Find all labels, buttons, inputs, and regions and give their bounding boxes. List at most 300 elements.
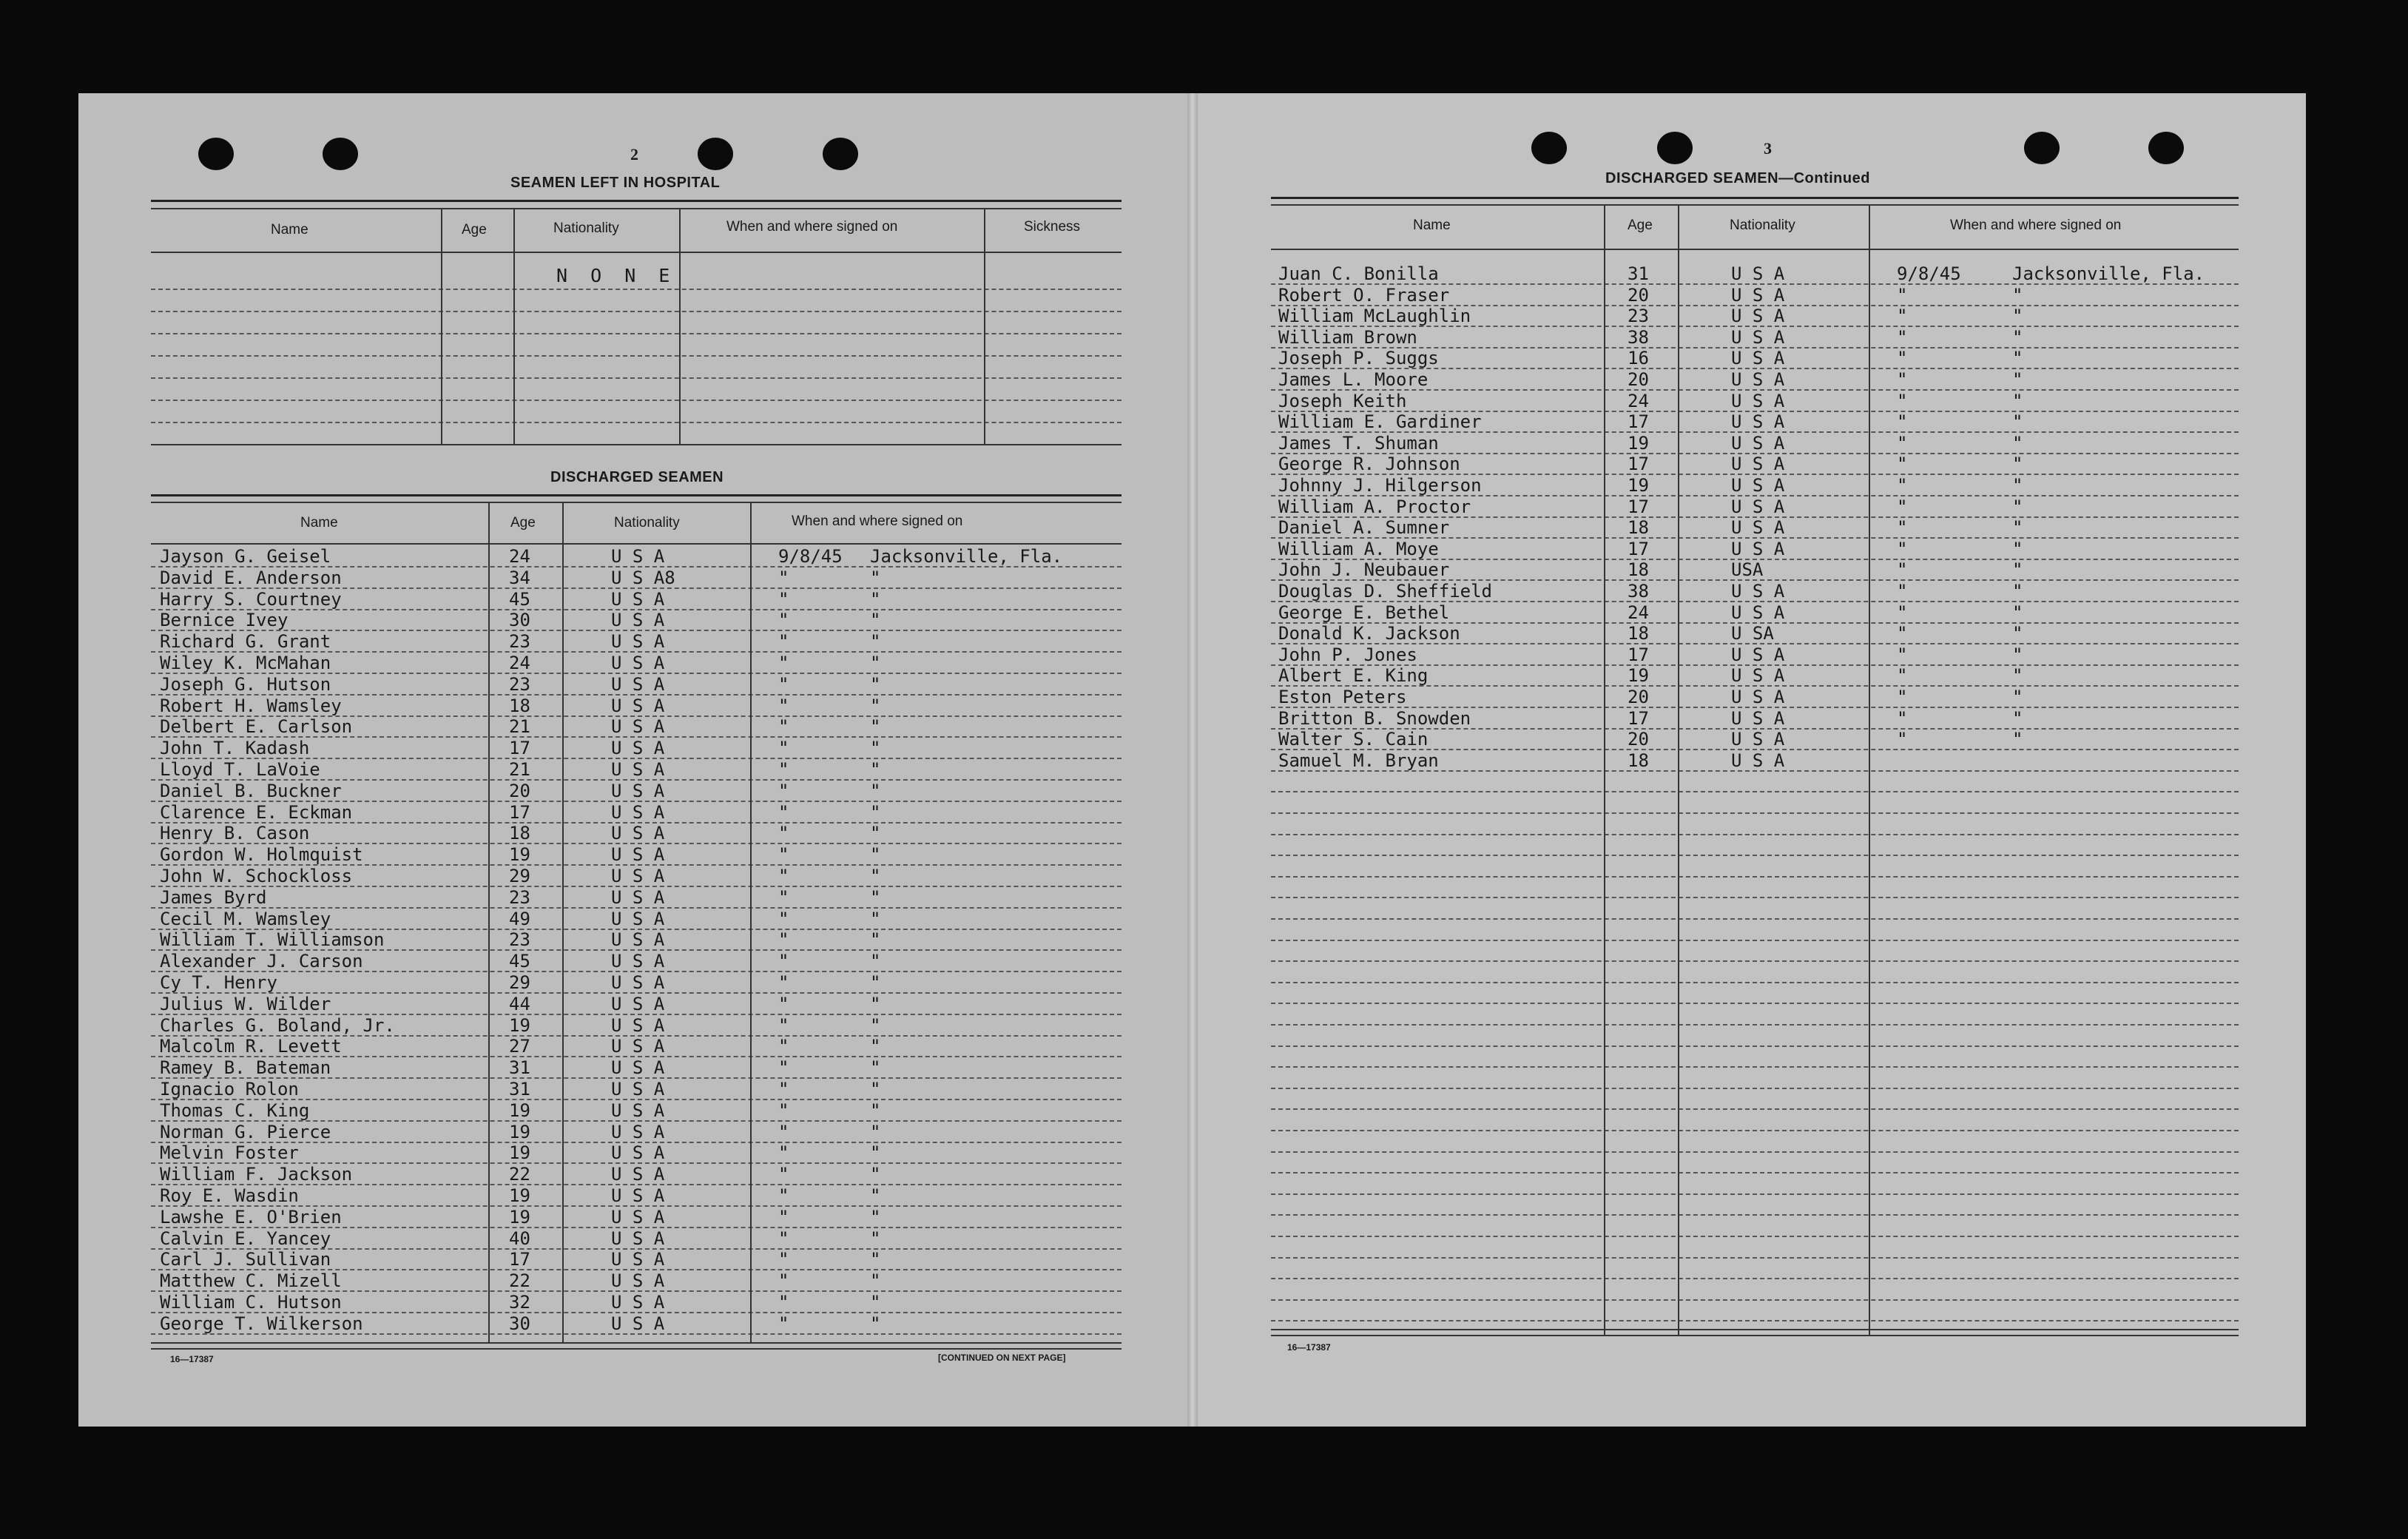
seaman-nationality: U S A [611,866,665,886]
seaman-nationality: U S A [1731,750,1785,771]
ruled-line [1271,1214,2239,1216]
seaman-name: David E. Anderson [160,567,342,588]
seaman-age: 20 [1628,284,1649,306]
punch-hole [323,138,358,170]
seaman-name: Delbert E. Carlson [160,716,353,738]
signed-on-date: " [1897,602,1908,623]
signed-on-date: " [1897,623,1908,644]
seaman-name: James T. Shuman [1278,432,1439,454]
seaman-age: 20 [1628,687,1649,707]
signed-on-date: " [778,1249,789,1270]
hospital-header-name: Name [271,222,308,238]
seaman-name: James L. Moore [1278,369,1429,390]
continued-note: [CONTINUED ON NEXT PAGE] [938,1353,1066,1363]
seaman-age: 23 [509,673,530,695]
seaman-name: George E. Bethel [1278,602,1450,623]
seaman-name: John W. Schockloss [160,866,353,886]
signed-on-place: " [2012,517,2023,539]
seaman-nationality: U S A [1731,369,1785,390]
signed-on-date: " [778,844,789,866]
seaman-name: William E. Gardiner [1278,411,1482,433]
signed-on-place: " [2012,687,2023,707]
seaman-age: 30 [509,610,530,631]
ruled-line [1271,368,2239,369]
ruled-line [1271,728,2239,730]
seaman-nationality: U S A [611,1185,665,1206]
signed-on-date: " [1897,432,1908,454]
signed-on-place: " [870,716,881,738]
seaman-age: 19 [1628,665,1649,687]
signed-on-date: " [778,823,789,844]
signed-on-place: " [2012,559,2023,581]
signed-on-date: " [1897,475,1908,496]
signed-on-place: " [870,801,881,823]
rule [151,1342,1122,1344]
discharged-continued-title: DISCHARGED SEAMEN—Continued [1605,170,1870,186]
hospital-header-nationality: Nationality [553,220,619,236]
seaman-name: Bernice Ivey [160,610,289,631]
signed-on-date: " [778,738,789,759]
seaman-age: 17 [1628,707,1649,729]
seaman-name: James Byrd [160,886,267,908]
seaman-nationality: U S A [1731,263,1785,284]
signed-on-date: " [778,929,789,951]
seaman-age: 20 [509,780,530,801]
ruled-line [151,1333,1122,1335]
ruled-line [1271,940,2239,941]
signed-on-place: " [870,1142,881,1164]
rule [151,252,1122,253]
seaman-age: 34 [509,567,530,588]
seaman-age: 20 [1628,729,1649,750]
seaman-nationality: U S A [611,1079,665,1099]
seaman-name: Harry S. Courtney [160,588,342,610]
ruled-line [151,333,1122,334]
punch-hole [1657,132,1693,164]
rule [1271,204,2239,206]
seaman-age: 24 [1628,602,1649,623]
signed-on-date: " [778,1099,789,1121]
signed-on-date: " [778,780,789,801]
signed-on-place: " [2012,411,2023,433]
ruled-line [1271,834,2239,835]
seaman-age: 21 [509,716,530,738]
seaman-name: John P. Jones [1278,644,1417,665]
seaman-nationality: U S A [611,759,665,780]
seaman-age: 27 [509,1036,530,1057]
rule [151,502,1122,503]
page-number: 3 [1764,139,1772,158]
seaman-age: 31 [1628,263,1649,284]
column-divider [1604,204,1605,1335]
ruled-line [1271,411,2239,412]
signed-on-place: " [2012,644,2023,665]
signed-on-place: " [870,780,881,801]
seaman-nationality: U S A [611,1249,665,1270]
seaman-name: William C. Hutson [160,1292,342,1313]
seaman-name: Britton B. Snowden [1278,707,1471,729]
ruled-line [1271,559,2239,560]
seaman-name: Richard G. Grant [160,631,331,653]
ruled-line [1271,982,2239,983]
seaman-nationality: U S A8 [611,567,675,588]
seaman-nationality: U S A [1731,475,1785,496]
signed-on-place: " [2012,623,2023,644]
ruled-line [1271,1045,2239,1047]
signed-on-place: " [870,673,881,695]
signed-on-date: " [778,673,789,695]
ruled-line [1271,1278,2239,1279]
signed-on-place: Jacksonville, Fla. [870,546,1063,567]
signed-on-date: " [778,1121,789,1142]
seaman-name: Norman G. Pierce [160,1121,331,1142]
signed-on-date: " [1897,326,1908,348]
signed-on-date: " [778,653,789,673]
seaman-age: 23 [1628,306,1649,327]
ruled-line [1271,812,2239,814]
seaman-name: Robert O. Fraser [1278,284,1450,306]
seaman-age: 40 [509,1228,530,1249]
column-divider [1869,204,1870,1335]
ruled-line [1271,1108,2239,1110]
discharged-header-signed-on: When and where signed on [792,513,963,529]
seaman-nationality: U S A [611,1014,665,1036]
seaman-name: Alexander J. Carson [160,951,363,972]
punch-hole [698,138,733,170]
seaman-age: 17 [1628,411,1649,433]
signed-on-date: " [778,908,789,929]
signed-on-date: " [778,993,789,1014]
seaman-nationality: U S A [611,908,665,929]
seaman-name: Ramey B. Bateman [160,1057,331,1079]
seaman-age: 16 [1628,348,1649,369]
seaman-nationality: U S A [611,716,665,738]
signed-on-place: " [870,1079,881,1099]
signed-on-date: " [778,1228,789,1249]
signed-on-place: " [870,610,881,631]
signed-on-place: " [870,1057,881,1079]
signed-on-place: " [870,1036,881,1057]
signed-on-place: " [870,1292,881,1313]
ruled-line [151,289,1122,290]
ruled-line [1271,537,2239,539]
seaman-age: 29 [509,972,530,993]
ruled-line [1271,897,2239,898]
seaman-age: 45 [509,588,530,610]
seaman-name: Robert H. Wamsley [160,695,342,716]
ruled-line [1271,749,2239,750]
seaman-age: 23 [509,886,530,908]
signed-on-date: " [778,866,789,886]
signed-on-date: " [778,695,789,716]
signed-on-date: " [1897,284,1908,306]
page-number: 2 [630,145,638,164]
rule [1271,1329,2239,1330]
seaman-name: Douglas D. Sheffield [1278,581,1492,602]
seaman-name: Joseph Keith [1278,390,1407,411]
ruled-line [151,377,1122,379]
signed-on-date: " [778,1270,789,1292]
signed-on-date: 9/8/45 [778,546,843,567]
signed-on-date: " [778,567,789,588]
seaman-name: Henry B. Cason [160,823,310,844]
column-divider [441,208,442,445]
seaman-age: 22 [509,1164,530,1185]
hospital-none: N O N E [556,265,676,286]
seaman-name: Lawshe E. O'Brien [160,1206,342,1228]
seaman-nationality: U S A [611,951,665,972]
seaman-nationality: U S A [1731,284,1785,306]
signed-on-place: " [870,1121,881,1142]
seaman-age: 32 [509,1292,530,1313]
seaman-age: 24 [1628,390,1649,411]
signed-on-date: " [778,610,789,631]
column-divider [513,208,515,445]
seaman-nationality: U S A [1731,687,1785,707]
seaman-nationality: U S A [1731,454,1785,475]
column-divider [984,208,985,445]
ruled-line [1271,431,2239,433]
seaman-age: 23 [509,631,530,653]
ruled-line [1271,1320,2239,1321]
seaman-name: Donald K. Jackson [1278,623,1460,644]
seaman-nationality: U S A [611,1057,665,1079]
signed-on-place: " [2012,432,2023,454]
ruled-line [1271,305,2239,306]
seaman-nationality: U S A [1731,665,1785,687]
signed-on-place: " [2012,348,2023,369]
signed-on-place: " [870,1313,881,1334]
signed-on-date: " [778,1057,789,1079]
signed-on-place: " [870,653,881,673]
signed-on-place: " [2012,538,2023,559]
signed-on-date: " [778,588,789,610]
signed-on-place: " [870,1099,881,1121]
signed-on-date: " [1897,665,1908,687]
signed-on-place: " [870,695,881,716]
seaman-age: 19 [509,1206,530,1228]
signed-on-place: " [870,1014,881,1036]
signed-on-date: " [778,972,789,993]
seaman-name: Thomas C. King [160,1099,310,1121]
rule [151,543,1122,545]
signed-on-date: " [1897,517,1908,539]
signed-on-place: Jacksonville, Fla. [2012,263,2205,284]
signed-on-date: " [1897,306,1908,327]
hospital-header-signed-on: When and where signed on [726,219,898,235]
seaman-nationality: U S A [611,610,665,631]
ruled-line [1271,1172,2239,1173]
ruled-line [1271,855,2239,856]
signed-on-place: " [870,759,881,780]
rule [1271,197,2239,199]
seaman-nationality: U S A [1731,411,1785,433]
seaman-nationality: U S A [611,993,665,1014]
seaman-name: Clarence E. Eckman [160,801,353,823]
seaman-nationality: U S A [1731,496,1785,517]
seaman-name: William McLaughlin [1278,306,1471,327]
signed-on-date: " [1897,411,1908,433]
seaman-name: William T. Williamson [160,929,385,951]
seaman-nationality: U S A [611,929,665,951]
seaman-age: 24 [509,546,530,567]
seaman-age: 44 [509,993,530,1014]
signed-on-date: " [778,1292,789,1313]
column-divider [562,502,564,1344]
right-header-nationality: Nationality [1730,218,1795,233]
seaman-age: 17 [509,1249,530,1270]
seaman-name: Jayson G. Geisel [160,546,331,567]
signed-on-date: " [1897,538,1908,559]
seaman-age: 18 [1628,750,1649,771]
seaman-nationality: U S A [611,1121,665,1142]
seaman-name: Cecil M. Wamsley [160,908,331,929]
signed-on-place: " [2012,729,2023,750]
seaman-nationality: U S A [611,844,665,866]
seaman-name: Johnny J. Hilgerson [1278,475,1482,496]
ruled-line [1271,326,2239,327]
seaman-name: John T. Kadash [160,738,310,759]
signed-on-date: " [1897,390,1908,411]
ruled-line [1271,707,2239,708]
form-number: 16—17387 [170,1354,214,1364]
signed-on-place: " [870,567,881,588]
signed-on-date: " [778,1079,789,1099]
signed-on-date: " [778,1313,789,1334]
signed-on-place: " [2012,390,2023,411]
seaman-nationality: U S A [611,1164,665,1185]
seaman-name: Melvin Foster [160,1142,299,1164]
signed-on-date: " [1897,496,1908,517]
punch-hole [1531,132,1567,164]
signed-on-place: " [2012,326,2023,348]
hospital-section-title: SEAMEN LEFT IN HOSPITAL [510,175,721,191]
seaman-name: John J. Neubauer [1278,559,1450,581]
seaman-name: Juan C. Bonilla [1278,263,1439,284]
ruled-line [1271,516,2239,518]
seaman-age: 30 [509,1313,530,1334]
signed-on-place: " [2012,454,2023,475]
hospital-header-sickness: Sickness [1024,219,1081,235]
seaman-nationality: U S A [611,1228,665,1249]
ruled-line [151,355,1122,357]
signed-on-date: " [1897,369,1908,390]
form-number: 16—17387 [1287,1342,1331,1353]
seaman-nationality: U S A [611,673,665,695]
seaman-nationality: U S A [611,546,665,567]
signed-on-place: " [870,951,881,972]
seaman-name: William A. Proctor [1278,496,1471,517]
signed-on-place: " [870,631,881,653]
ruled-line [151,400,1122,401]
signed-on-place: " [870,844,881,866]
signed-on-date: " [778,631,789,653]
ruled-line [1271,622,2239,624]
hospital-header-age: Age [462,222,487,238]
rule [151,1348,1122,1350]
seaman-age: 17 [1628,538,1649,559]
signed-on-place: " [870,738,881,759]
seaman-age: 31 [509,1079,530,1099]
seaman-name: Malcolm R. Levett [160,1036,342,1057]
seaman-name: Cy T. Henry [160,972,277,993]
seaman-nationality: U S A [1731,517,1785,539]
column-divider [1678,204,1679,1335]
seaman-name: Walter S. Cain [1278,729,1429,750]
seaman-name: Calvin E. Yancey [160,1228,331,1249]
signed-on-place: " [870,886,881,908]
seaman-nationality: U S A [1731,538,1785,559]
seaman-age: 29 [509,866,530,886]
seaman-age: 18 [1628,559,1649,581]
ruled-line [1271,579,2239,581]
ruled-line [1271,643,2239,644]
signed-on-place: " [2012,707,2023,729]
ruled-line [1271,1151,2239,1153]
signed-on-date: " [778,1164,789,1185]
signed-on-date: 9/8/45 [1897,263,1961,284]
signed-on-date: " [778,1206,789,1228]
signed-on-place: " [2012,665,2023,687]
seaman-age: 19 [509,1185,530,1206]
seaman-name: Carl J. Sullivan [160,1249,331,1270]
right-header-age: Age [1628,218,1653,233]
signed-on-place: " [2012,306,2023,327]
seaman-nationality: U S A [611,972,665,993]
signed-on-place: " [870,929,881,951]
seaman-name: Daniel A. Sumner [1278,517,1450,539]
seaman-name: Ignacio Rolon [160,1079,299,1099]
signed-on-date: " [1897,644,1908,665]
ruled-line [1271,876,2239,878]
ruled-line [1271,1236,2239,1237]
seaman-age: 18 [1628,623,1649,644]
signed-on-date: " [1897,559,1908,581]
seaman-nationality: U S A [1731,432,1785,454]
ruled-line [1271,389,2239,391]
seaman-name: Joseph P. Suggs [1278,348,1439,369]
seaman-age: 17 [1628,644,1649,665]
seaman-nationality: U S A [611,738,665,759]
seaman-age: 17 [1628,496,1649,517]
signed-on-place: " [870,908,881,929]
signed-on-date: " [778,886,789,908]
seaman-nationality: U S A [611,1292,665,1313]
seaman-name: William F. Jackson [160,1164,353,1185]
seaman-nationality: U S A [1731,602,1785,623]
seaman-name: William Brown [1278,326,1417,348]
seaman-nationality: U S A [1731,581,1785,602]
signed-on-place: " [870,993,881,1014]
ruled-line [1271,791,2239,792]
ruled-line [1271,1193,2239,1195]
signed-on-date: " [778,1142,789,1164]
punch-hole [823,138,858,170]
seaman-name: Lloyd T. LaVoie [160,759,320,780]
signed-on-date: " [778,801,789,823]
seaman-age: 19 [509,1142,530,1164]
right-header-signed-on: When and where signed on [1950,218,2122,233]
rule [1271,1335,2239,1336]
seaman-nationality: U S A [611,1270,665,1292]
seaman-nationality: U S A [611,588,665,610]
signed-on-place: " [870,972,881,993]
signed-on-place: " [870,866,881,886]
ruled-line [151,311,1122,312]
seaman-name: Matthew C. Mizell [160,1270,342,1292]
signed-on-place: " [2012,284,2023,306]
ruled-line [1271,474,2239,475]
